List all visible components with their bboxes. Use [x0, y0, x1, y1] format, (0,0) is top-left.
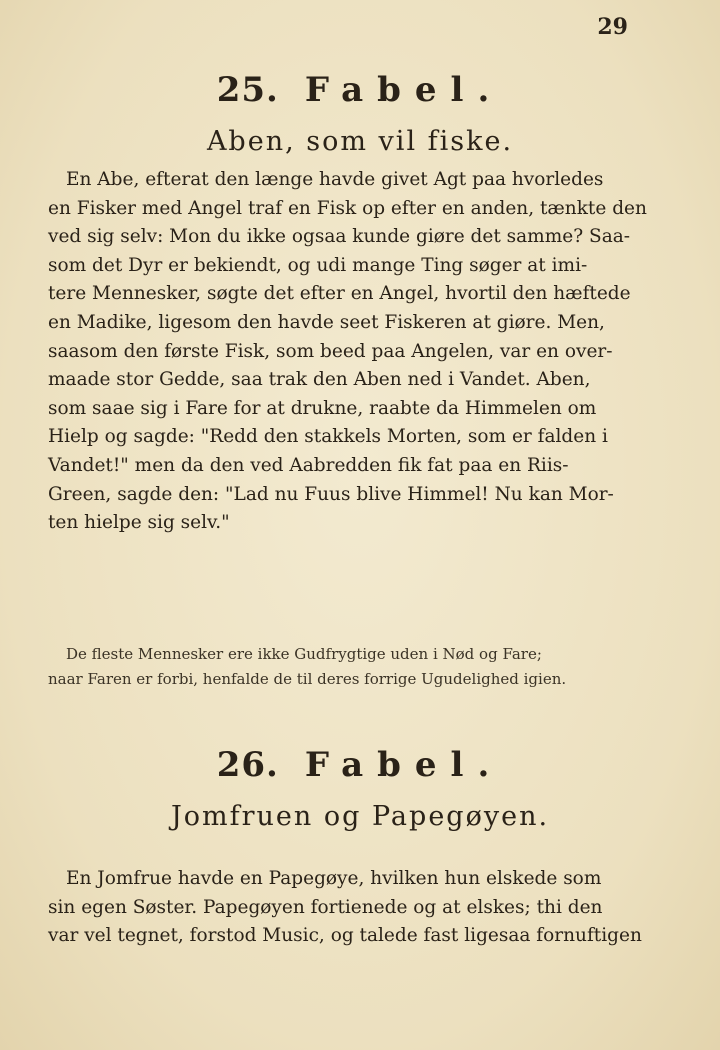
body-line: En Abe, efterat den længe havde givet Agt paa hvorledes: [66, 169, 604, 190]
fable-25: [0, 70, 720, 688]
body-line: en Fisker med Angel traf en Fisk op efter en anden, tænkte den: [48, 197, 647, 219]
body-line: Vandet!" men da den ved Aabredden fik fat paa en Riis-: [48, 454, 569, 476]
fable-word: Fabel.: [304, 70, 504, 110]
fable-body: [48, 166, 647, 538]
fable-26: [0, 745, 720, 947]
fable-number: 25.: [216, 70, 279, 110]
fable-heading: [0, 745, 720, 785]
body-line: Hielp og sagde: "Redd den stakkels Morten, som er falden i: [48, 426, 608, 448]
moral-line: De fleste Mennesker ere ikke Gudfrygtige uden i Nød og Fare;: [66, 645, 542, 663]
body-line: sin egen Søster. Papegøyen fortienede og at elskes; thi den: [48, 896, 603, 918]
fable-word: Fabel.: [304, 745, 504, 785]
body-line: tere Mennesker, søgte det efter en Angel, hvortil den hæftede: [48, 283, 631, 305]
fable-body: [48, 865, 642, 951]
fable-moral: [48, 642, 648, 692]
body-line: som det Dyr er bekiendt, og udi mange Ting søger at imi-: [48, 254, 588, 276]
body-line: Green, sagde den: "Lad nu Fuus blive Himmel! Nu kan Mor-: [48, 483, 614, 505]
body-line: en Madike, ligesom den havde seet Fiskeren at giøre. Men,: [48, 311, 605, 333]
moral-line: naar Faren er forbi, henfalde de til deres forrige Ugudelighed igien.: [48, 670, 567, 688]
body-line: saasom den første Fisk, som beed paa Angelen, var en over-: [48, 340, 613, 362]
fable-title: Aben, som vil fiske.: [206, 126, 514, 157]
fable-number: 26.: [216, 745, 279, 785]
fable-title: Jomfruen og Papegøyen.: [170, 801, 550, 832]
body-line: ten hielpe sig selv.": [48, 512, 230, 534]
body-line: ved sig selv: Mon du ikke ogsaa kunde giøre det samme? Saa-: [48, 226, 631, 248]
body-line: En Jomfrue havde en Papegøye, hvilken hun elskede som: [66, 868, 602, 889]
fable-heading: [0, 70, 720, 110]
body-line: maade stor Gedde, saa trak den Aben ned i Vandet. Aben,: [48, 369, 591, 391]
page-number: 29: [597, 14, 628, 40]
body-line: var vel tegnet, forstod Music, og talede fast ligesaa fornuftigen: [48, 925, 642, 947]
body-line: som saae sig i Fare for at drukne, raabte da Himmelen om: [48, 397, 597, 419]
